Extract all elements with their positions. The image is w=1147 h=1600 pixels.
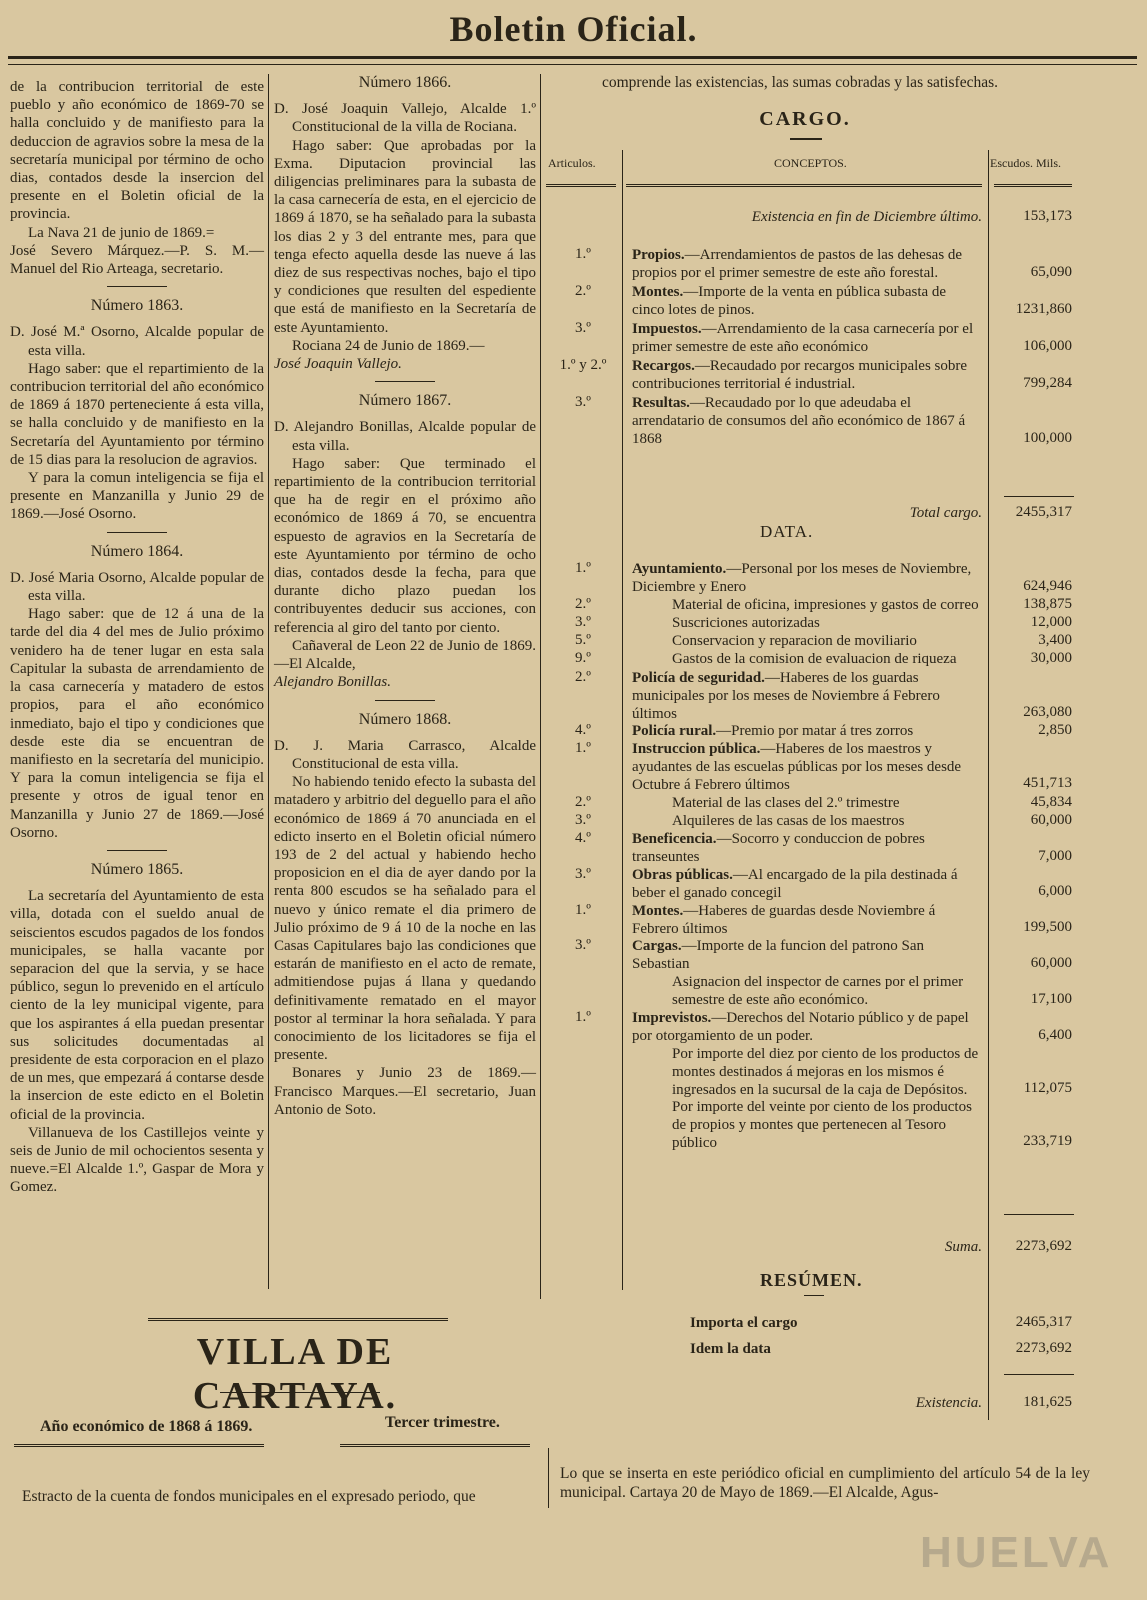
concept-text — [632, 1098, 982, 1152]
col1-date: La Nava 21 de junio de 1869.= — [28, 224, 215, 241]
notice-number-1865: Número 1865. — [90, 860, 184, 878]
notice-number-1868: Número 1868. — [358, 710, 452, 728]
column-divider — [540, 74, 541, 1299]
concept-heading: Policía de seguridad. — [632, 669, 765, 686]
separator — [375, 381, 435, 382]
notice-1868-body: No habiendo tenido efecto la subasta del matadero y arbitrio del deguello para el año económico de 1869 á 70 anunciada en el edicto inserto en el Boletin oficial número 193 de 2 del actual y habiendo hecho proposicion en el dia de ayer dando por la renta 800 escudos se ha señalado para el nuevo y único remate el dia primero de Julio próximo de 9 á 10 de la noche en las Casas Capitulares bajo las condiciones que estarán de manifiesto en el acto de remate, admitiendose pujas á llana y quedando definitivamente rematado en el mayor postor al terminar la hora señalada. Y para conocimiento de los licitadores se fija el presente. — [274, 774, 536, 1064]
concept-text — [632, 902, 982, 938]
suma-label: Suma. — [944, 1239, 982, 1255]
notice-number-1863: Número 1863. — [90, 297, 184, 315]
notice-1868-heading: D. J. Maria Carrasco, Alcalde Constitucional de esta villa. — [274, 737, 536, 772]
importa-cargo-label: Importa el cargo — [690, 1315, 798, 1331]
notice-1866-heading: D. José Joaquin Vallejo, Alcalde 1.º Constitucional de la villa de Rociana. — [274, 101, 536, 136]
title-dash — [790, 138, 822, 140]
concept-body: —Haberes de los maestros y ayudantes de las escuelas públicas por los meses desde Octubre á Febrero últimos — [632, 741, 962, 794]
estracto-text: Estracto de la cuenta de fondos municipales en el expresado periodo, que — [22, 1488, 476, 1505]
header-rule — [994, 184, 1072, 187]
separator — [107, 286, 167, 287]
concept-body: —Recaudado por lo que adeudaba el arrendatario de consumos del año económico de 1867 á 1868 — [632, 395, 966, 447]
cartaya-title: VILLA DE CARTAYA. — [192, 1331, 398, 1417]
notice-number-1866: Número 1866. — [358, 74, 452, 91]
concept-heading: Imprevistos. — [632, 1010, 712, 1026]
concept-text — [632, 812, 982, 830]
idem-data-amount: 2273,692 — [1015, 1340, 1072, 1356]
concept-heading: Obras públicas. — [632, 866, 733, 883]
concept-body: Por importe del veinte por ciento de los productos de propios y montes que pertenecen al Tesoro público — [672, 1099, 972, 1152]
sum-rule — [1004, 1214, 1074, 1215]
cargo-title: CARGO. — [759, 108, 851, 130]
concept-heading: Ayuntamiento. — [632, 561, 727, 577]
resumen-title: RESÚMEN. — [760, 1270, 863, 1290]
amount-value: 138,875 — [1023, 595, 1072, 612]
concept-heading: Montes. — [632, 902, 684, 919]
concept-heading: Impuestos. — [632, 321, 702, 337]
article-number: 3.º — [575, 614, 591, 630]
article-number: 3.º — [575, 320, 591, 336]
sum-rule — [1004, 1374, 1074, 1375]
col1-signature: José Severo Márquez.—P. S. M.—Manuel del Rio Arteaga, secretario. — [10, 242, 264, 278]
article-number: 3.º — [575, 394, 591, 410]
concept-body: —Haberes de guardas desde Noviembre á Febrero últimos — [632, 902, 936, 937]
amount-value: 233,719 — [1023, 1133, 1072, 1150]
existencia-amount: 153,173 — [1023, 208, 1072, 224]
double-rule — [340, 1444, 530, 1447]
amount-value: 199,500 — [1023, 919, 1072, 936]
table-column-line — [622, 150, 623, 1290]
separator — [375, 700, 435, 701]
concept-heading: Cargas. — [632, 938, 682, 955]
concept-heading: Recargos. — [632, 358, 695, 374]
data-title: DATA. — [760, 522, 814, 541]
suma-amount: 2273,692 — [1015, 1238, 1072, 1254]
article-number: 4.º — [575, 830, 591, 846]
concept-body: —Importe de la venta en pública subasta de cinco lotes de pinos. — [632, 284, 947, 318]
header-articulos: Articulos. — [548, 156, 596, 170]
concept-body: Por importe del diez por ciento de los productos de montes destinados á mejoras en los mismos é ingresados en la sucursal de la caja de Depósitos. — [672, 1045, 979, 1098]
separator — [107, 850, 167, 851]
concept-text — [632, 632, 982, 650]
accounts-intro: comprende las existencias, las sumas cobradas y las satisfechas. — [602, 74, 998, 91]
column-divider — [548, 1448, 549, 1508]
amount-value: 7,000 — [1038, 847, 1072, 864]
concept-text — [632, 560, 982, 596]
concept-body: —Al encargado de la pila destinada á beber el ganado concegil — [632, 866, 958, 901]
concept-body: —Haberes de los guardas municipales por los meses de Noviembre á Febrero últimos — [632, 669, 940, 722]
amount-value: 17,100 — [1030, 990, 1072, 1007]
existencia-final-label: Existencia. — [915, 1395, 982, 1411]
notice-number-1867: Número 1867. — [358, 392, 452, 410]
existencia-label: Existencia en fin de Diciembre último. — [751, 209, 982, 225]
article-number: 4.º — [575, 722, 591, 738]
section-rule — [220, 1392, 380, 1393]
concept-text — [632, 937, 982, 973]
amount-value: 106,000 — [1023, 338, 1072, 354]
concept-body: —Socorro y conduccion de pobres transeuntes — [632, 831, 925, 865]
amount-value: 799,284 — [1023, 375, 1072, 391]
concept-heading: Policía rural. — [632, 723, 717, 739]
concept-body: Alquileres de las casas de los maestros — [672, 812, 905, 829]
amount-value: 60,000 — [1030, 955, 1072, 971]
concept-body: —Premio por matar á tres zorros — [716, 723, 914, 739]
closing-paragraph: Lo que se inserta en este periódico oficial en cumplimiento del artículo 54 de la ley municipal. Cartaya 20 de Mayo de 1869.—El Alcalde, Agus- — [560, 1465, 1090, 1501]
amount-value: 2,850 — [1038, 722, 1072, 738]
amount-value: 624,946 — [1023, 577, 1072, 594]
article-number: 1.º — [575, 1009, 591, 1025]
article-number: 3.º — [575, 811, 591, 828]
concept-heading: Montes. — [632, 284, 684, 300]
notice-1866-date: Rociana 24 de Junio de 1869.— — [292, 337, 485, 354]
article-number: 5.º — [575, 632, 591, 649]
concept-text — [632, 596, 982, 614]
amount-value: 6,400 — [1038, 1026, 1072, 1043]
amount-value: 65,090 — [1030, 264, 1072, 280]
idem-data-label: Idem la data — [690, 1341, 771, 1357]
concept-body: —Derechos del Notario público y de papel por otorgamiento de un poder. — [632, 1010, 969, 1044]
amount-value: 45,834 — [1030, 793, 1072, 810]
fiscal-year: Año económico de 1868 á 1869. — [40, 1418, 253, 1435]
article-number: 2.º — [575, 595, 591, 612]
concept-body: —Importe de la funcion del patrono San Sebastian — [632, 938, 925, 973]
amount-value: 451,713 — [1023, 775, 1072, 792]
notice-number-1864: Número 1864. — [90, 542, 184, 560]
concept-body: —Recaudado por recargos municipales sobre contribuciones territorial é industrial. — [632, 358, 968, 392]
concept-text — [632, 866, 982, 902]
notice-1863-body: Hago saber: que el repartimiento de la contribucion territorial del año económico de 1869 á 1870 perteneciente á esta villa, se halla concluido y de manifiesto en la Secretaría del Ayuntamiento por término de 15 dias para la resolucion de agravios. — [10, 360, 264, 468]
column-two — [274, 74, 536, 1119]
concept-text — [632, 830, 982, 866]
concept-body: —Personal por los meses de Noviembre, Diciembre y Enero — [632, 561, 972, 595]
notice-1868-close: Bonares y Junio 23 de 1869.—Francisco Marques.—El secretario, Juan Antonio de Soto. — [274, 1065, 536, 1118]
notice-1866-signature: José Joaquin Vallejo. — [274, 356, 402, 373]
concept-body: —Arrendamiento de la casa carnecería por el primer semestre de este año económico — [632, 321, 974, 355]
article-number: 1.º — [575, 901, 591, 918]
article-number: 1.º — [575, 246, 591, 262]
amount-value: 112,075 — [1023, 1080, 1072, 1096]
article-number: 2.º — [575, 793, 591, 810]
amount-value: 3,400 — [1038, 632, 1072, 649]
article-number: 9.º — [575, 650, 591, 667]
concept-body: Gastos de la comision de evaluacion de riqueza — [672, 651, 957, 668]
importa-cargo-amount: 2465,317 — [1015, 1314, 1072, 1330]
column-one — [10, 78, 264, 1197]
notice-1864-body: Hago saber: que de 12 á una de la tarde del dia 4 del mes de Julio próximo venidero ha de tener lugar en esta sala Capitular la subasta de arrendamiento de la casa carnecería y matadero de estos propios, para el año económico inmediato, bajo el tipo y condiciones que desde este dia se encuentran de manifiesto en la secretaría del municipio. Y para la comun inteligencia se fija el presente y otros de igual tenor en Manzanilla y Junio 27 de 1869.—José Osorno. — [10, 606, 264, 841]
trimester: Tercer trimestre. — [385, 1414, 500, 1431]
amount-value: 12,000 — [1030, 614, 1072, 630]
amount-value: 100,000 — [1023, 430, 1072, 446]
concept-body: —Arrendamientos de pastos de las dehesas de propios por el primer semestre de este año forestal. — [632, 247, 963, 281]
concept-text — [632, 740, 982, 794]
newspaper-masthead: Boletin Oficial. — [449, 9, 698, 49]
concept-text — [632, 614, 982, 632]
watermark-text: HUELVA — [920, 1528, 1113, 1577]
article-number: 2.º — [575, 283, 591, 299]
double-rule — [14, 1444, 264, 1447]
separator — [107, 532, 167, 533]
article-number: 3.º — [575, 937, 591, 954]
notice-1866-body: Hago saber: Que aprobadas por la Exma. Diputacion provincial las diligencias preliminares para la subasta de la casa carnecería de esta, en el ejercicio de 1869 á 1870, se ha señalado para la subasta los dias 2 y 3 del entrante mes, para que tenga efecto aquella desde las nueve á las diez de sus respectivas noches, bajo el tipo y condiciones que resulten del espediente que está de manifiesto en la Secretaría de este Ayuntamiento. — [274, 137, 536, 336]
concept-text — [632, 283, 982, 319]
article-number: 3.º — [575, 865, 591, 882]
concept-text — [632, 1045, 982, 1099]
amount-value: 6,000 — [1038, 883, 1072, 900]
total-rule — [1004, 496, 1074, 497]
notice-1863-close: Y para la comun inteligencia se fija el presente en Manzanilla y Junio 29 de 1869.—José Osorno. — [10, 470, 264, 523]
existencia-final-amount: 181,625 — [1023, 1394, 1072, 1410]
amount-value: 263,080 — [1023, 703, 1072, 720]
concept-text — [632, 320, 982, 356]
notice-1867-heading: D. Alejandro Bonillas, Alcalde popular de esta villa. — [274, 419, 536, 454]
col1-paragraph: de la contribucion territorial de este pueblo y año económico de 1869-70 se halla concluido y de manifiesto para la deduccion de agravios sobre la mesa de la secretaría municipal por término de ocho dias, contados desde la insercion del presente en el Boletin oficial de la provincia. — [10, 79, 264, 223]
section-rule — [148, 1318, 448, 1321]
masthead-rule — [8, 56, 1137, 65]
concept-body: Suscriciones autorizadas — [672, 615, 820, 631]
amount-value: 60,000 — [1030, 811, 1072, 828]
total-cargo-label: Total cargo. — [909, 505, 982, 521]
title-dash — [804, 1295, 824, 1296]
header-rule — [546, 184, 616, 187]
archive-watermark — [840, 1524, 1113, 1584]
concept-body: Conservacion y reparacion de moviliario — [672, 633, 917, 650]
amount-value: 1231,860 — [1015, 301, 1072, 317]
concept-text — [632, 246, 982, 282]
concept-heading: Propios. — [632, 247, 685, 263]
header-rule — [626, 184, 982, 187]
concept-heading: Instruccion pública. — [632, 741, 761, 758]
concept-text — [632, 973, 982, 1009]
column-divider — [268, 74, 269, 1289]
concept-text — [632, 394, 982, 448]
concept-text — [632, 1009, 982, 1045]
concept-text — [632, 357, 982, 393]
notice-1864-heading: D. José Maria Osorno, Alcalde popular de esta villa. — [10, 569, 264, 605]
notice-1867-date: Cañaveral de Leon 22 de Junio de 1869.—El Alcalde, — [274, 637, 536, 673]
article-number: 1.º — [575, 560, 591, 576]
concept-heading: Beneficencia. — [632, 831, 717, 847]
header-escudos: Escudos. Mils. — [990, 156, 1062, 170]
header-conceptos: CONCEPTOS. — [774, 156, 847, 170]
article-number: 2.º — [575, 668, 591, 685]
concept-body: Material de oficina, impresiones y gastos de correo — [672, 596, 979, 613]
concept-text — [632, 650, 982, 668]
concept-text — [632, 669, 982, 723]
concept-heading: Resultas. — [632, 395, 690, 411]
notice-1865-body: La secretaría del Ayuntamiento de esta villa, dotada con el sueldo anual de seiscientos escudos pagados de los fondos municipales, se halla vacante por separacion del que la servia, y se hace público, segun lo prevenido en el artículo ciento de la ley municipal vigente, para que los aspirantes á ella puedan presentar sus solicitudes documentadas al presidente de esta corporacion en el plazo de un mes, que empezará á contarse desde la insercion de este edicto en el Boletin oficial de la provincia. — [10, 888, 264, 1123]
article-number: 1.º — [575, 740, 591, 757]
concept-text — [632, 794, 982, 812]
notice-1863-heading: D. José M.ª Osorno, Alcalde popular de esta villa. — [10, 324, 264, 359]
notice-1865-close: Villanueva de los Castillejos veinte y seis de Junio de mil ochocientos sesenta y nueve.=El Alcalde 1.º, Gaspar de Mora y Gomez. — [10, 1124, 264, 1196]
notice-1867-signature: Alejandro Bonillas. — [274, 674, 391, 691]
article-number: 1.º y 2.º — [559, 357, 607, 373]
concept-body: Asignacion del inspector de carnes por el primer semestre de este año económico. — [672, 974, 964, 1009]
total-cargo-amount: 2455,317 — [1015, 504, 1072, 520]
notice-1867-body: Hago saber: Que terminado el repartimiento de la contribucion territorial que ha de regir en el próximo año económico de 1869 á 70, se encuentra espuesto de agravios en la Secretaría de este Ayuntamiento por término de ocho dias, contados desde la fecha, para que durante dicho plazo puedan los contribuyentes deducir sus acciones, con referencia al giro del tanto por ciento. — [274, 455, 536, 636]
amount-value: 30,000 — [1030, 650, 1072, 667]
concept-text — [632, 722, 982, 740]
concept-body: Material de las clases del 2.º trimestre — [672, 794, 900, 811]
